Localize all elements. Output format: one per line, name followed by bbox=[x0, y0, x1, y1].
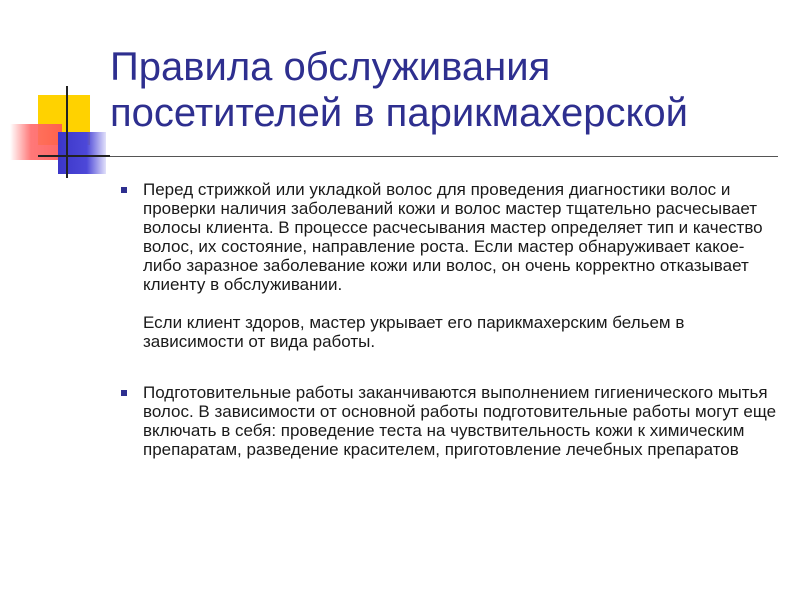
title-underline bbox=[38, 156, 778, 157]
bullet-paragraph: Перед стрижкой или укладкой волос для проведения диагностики волос и проверки наличия заболеваний кожи и волос мастер тщательно расчесывает волосы клиента. В процессе расчесывания мастер определяет тип и качество волос, их состояние, направление роста. Если мастер обнаруживает какое-либо заразное заболевание кожи или волос, он очень корректно отказывает клиенту в обслуживании. bbox=[143, 180, 763, 294]
bullet-item bbox=[117, 383, 782, 459]
decorative-vertical-line bbox=[66, 86, 68, 178]
square-bullet-icon bbox=[121, 187, 127, 193]
bullet-paragraph: Подготовительные работы заканчиваются выполнением гигиенического мытья волос. В зависимости от основной работы подготовительные работы могут еще включать в себя: проведение теста на чувствительность кожи к химическим препаратам, разведение красителем, приготовление лечебных препаратов bbox=[143, 383, 777, 459]
slide-title: Правила обслуживания посетителей в парикмахерской bbox=[110, 45, 689, 135]
bullet-item bbox=[117, 180, 782, 351]
decorative-horizontal-line bbox=[38, 155, 110, 157]
bullet-paragraph: Если клиент здоров, мастер укрывает его парикмахерским бельем в зависимости от вида работы. bbox=[143, 313, 685, 351]
bullet-list bbox=[117, 180, 782, 459]
square-bullet-icon bbox=[121, 390, 127, 396]
